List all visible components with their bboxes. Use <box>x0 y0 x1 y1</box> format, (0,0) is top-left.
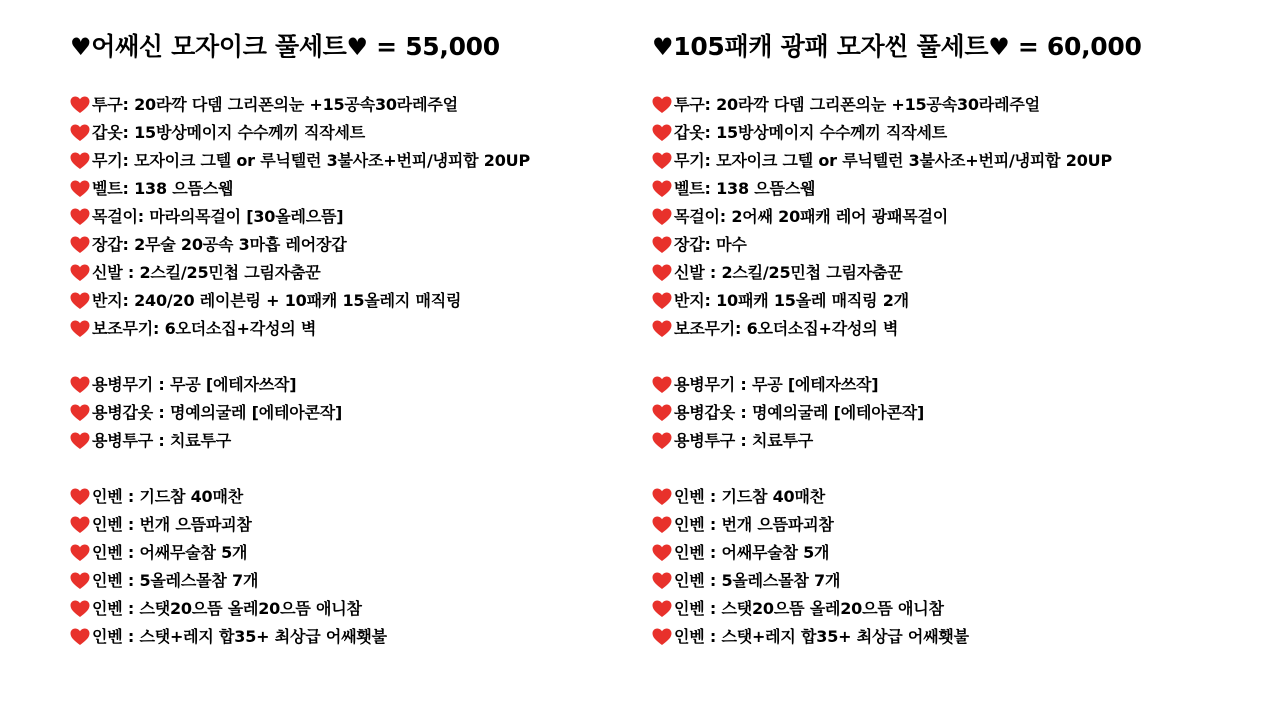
list-item <box>652 483 1142 511</box>
left-set-title <box>70 28 530 66</box>
list-item <box>652 287 1142 315</box>
list-item <box>652 315 1142 343</box>
left-set-name: 어쌔신 모자이크 풀세트 <box>91 32 347 61</box>
list-item-text: 장갑: 2무술 20공속 3마흡 레어장갑 <box>92 235 347 254</box>
list-item <box>70 287 530 315</box>
list-item-text: 용병무기 : 무공 [에테자쓰작] <box>674 375 879 394</box>
list-item-text: 목걸이: 2어쌔 20패캐 레어 광패목걸이 <box>674 207 949 226</box>
red-heart-icon <box>652 208 672 226</box>
list-item <box>70 595 530 623</box>
red-heart-icon <box>652 236 672 254</box>
list-item <box>652 539 1142 567</box>
list-item-text: 벨트: 138 으뜸스웹 <box>674 179 816 198</box>
red-heart-icon <box>652 376 672 394</box>
red-heart-icon <box>70 320 90 338</box>
red-heart-icon <box>652 292 672 310</box>
list-item-text: 인벤 : 스탯20으뜸 올레20으뜸 애니참 <box>92 599 362 618</box>
list-item <box>70 259 530 287</box>
list-item-text: 인벤 : 스탯20으뜸 올레20으뜸 애니참 <box>674 599 944 618</box>
list-item <box>652 147 1142 175</box>
red-heart-icon <box>70 376 90 394</box>
list-item <box>70 203 530 231</box>
spacer <box>652 455 1142 483</box>
list-item <box>70 623 530 651</box>
red-heart-icon <box>70 236 90 254</box>
black-heart-icon: ♥ <box>988 33 1010 61</box>
left-set-listing <box>70 28 530 651</box>
red-heart-icon <box>652 432 672 450</box>
red-heart-icon <box>70 488 90 506</box>
black-heart-icon: ♥ <box>70 33 92 61</box>
list-item <box>70 483 530 511</box>
list-item <box>652 231 1142 259</box>
list-item <box>70 371 530 399</box>
list-item <box>652 595 1142 623</box>
list-item-text: 용병무기 : 무공 [에테자쓰작] <box>92 375 297 394</box>
list-item-text: 인벤 : 번개 으뜸파괴참 <box>92 515 252 534</box>
red-heart-icon <box>70 516 90 534</box>
list-item-text: 용병투구 : 치료투구 <box>674 431 813 450</box>
list-item <box>70 147 530 175</box>
list-item-text: 인벤 : 5올레스몰참 7개 <box>674 571 841 590</box>
list-item-text: 투구: 20라깍 다뎀 그리폰의눈 +15공속30라레주얼 <box>674 95 1040 114</box>
red-heart-icon <box>70 432 90 450</box>
list-item-text: 용병갑옷 : 명예의굴레 [에테아콘작] <box>674 403 925 422</box>
list-item <box>70 119 530 147</box>
list-item <box>652 567 1142 595</box>
list-item-text: 갑옷: 15방상메이지 수수께끼 직작세트 <box>92 123 366 142</box>
black-heart-icon: ♥ <box>652 33 674 61</box>
list-item-text: 무기: 모자이크 그텔 or 루닉텔런 3불사조+번피/냉피합 20UP <box>674 151 1112 170</box>
right-set-name: 105패캐 광패 모자씬 풀세트 <box>673 32 989 61</box>
spacer <box>70 455 530 483</box>
list-item-text: 용병갑옷 : 명예의굴레 [에테아콘작] <box>92 403 343 422</box>
left-equipment-list <box>70 91 530 651</box>
list-item-text: 신발 : 2스킬/25민첩 그림자춤꾼 <box>674 263 903 282</box>
red-heart-icon <box>652 124 672 142</box>
red-heart-icon <box>70 600 90 618</box>
left-set-price: = 55,000 <box>367 32 500 61</box>
list-item <box>652 175 1142 203</box>
red-heart-icon <box>652 488 672 506</box>
spacer <box>70 343 530 371</box>
list-item <box>652 427 1142 455</box>
red-heart-icon <box>652 320 672 338</box>
red-heart-icon <box>70 572 90 590</box>
list-item <box>70 175 530 203</box>
list-item-text: 반지: 240/20 레이븐링 + 10패캐 15올레지 매직링 <box>92 291 462 310</box>
list-item <box>652 511 1142 539</box>
red-heart-icon <box>70 404 90 422</box>
list-item <box>652 259 1142 287</box>
list-item <box>652 623 1142 651</box>
red-heart-icon <box>652 572 672 590</box>
spacer <box>652 343 1142 371</box>
red-heart-icon <box>652 600 672 618</box>
red-heart-icon <box>652 180 672 198</box>
red-heart-icon <box>70 628 90 646</box>
list-item-text: 용병투구 : 치료투구 <box>92 431 231 450</box>
red-heart-icon <box>652 96 672 114</box>
list-item-text: 인벤 : 스탯+레지 합35+ 최상급 어쌔횃불 <box>92 627 387 646</box>
list-item-text: 갑옷: 15방상메이지 수수께끼 직작세트 <box>674 123 948 142</box>
list-item-text: 보조무기: 6오더소집+각성의 벽 <box>674 319 899 338</box>
right-set-price: = 60,000 <box>1009 32 1142 61</box>
list-item-text: 인벤 : 5올레스몰참 7개 <box>92 571 259 590</box>
black-heart-icon: ♥ <box>346 33 368 61</box>
list-item <box>652 119 1142 147</box>
red-heart-icon <box>70 544 90 562</box>
list-item-text: 반지: 10패캐 15올레 매직링 2개 <box>674 291 909 310</box>
red-heart-icon <box>652 544 672 562</box>
list-item <box>652 371 1142 399</box>
list-item <box>70 399 530 427</box>
list-item <box>70 427 530 455</box>
list-item-text: 벨트: 138 으뜸스웹 <box>92 179 234 198</box>
list-item <box>652 399 1142 427</box>
list-item-text: 인벤 : 스탯+레지 합35+ 최상급 어쌔횃불 <box>674 627 969 646</box>
red-heart-icon <box>70 292 90 310</box>
red-heart-icon <box>70 208 90 226</box>
list-item <box>70 315 530 343</box>
red-heart-icon <box>70 124 90 142</box>
list-item-text: 신발 : 2스킬/25민첩 그림자춤꾼 <box>92 263 321 282</box>
red-heart-icon <box>70 152 90 170</box>
list-item <box>70 567 530 595</box>
right-equipment-list <box>652 91 1142 651</box>
list-item <box>70 231 530 259</box>
list-item-text: 장갑: 마수 <box>674 235 747 254</box>
red-heart-icon <box>652 404 672 422</box>
list-item <box>70 91 530 119</box>
list-item-text: 인벤 : 기드참 40매찬 <box>92 487 243 506</box>
list-item <box>652 91 1142 119</box>
list-item-text: 인벤 : 어쌔무술참 5개 <box>674 543 830 562</box>
red-heart-icon <box>652 152 672 170</box>
red-heart-icon <box>70 96 90 114</box>
red-heart-icon <box>70 180 90 198</box>
list-item-text: 보조무기: 6오더소집+각성의 벽 <box>92 319 317 338</box>
list-item-text: 무기: 모자이크 그텔 or 루닉텔런 3불사조+번피/냉피합 20UP <box>92 151 530 170</box>
red-heart-icon <box>652 264 672 282</box>
list-item-text: 인벤 : 번개 으뜸파괴참 <box>674 515 834 534</box>
list-item <box>70 511 530 539</box>
list-item-text: 투구: 20라깍 다뎀 그리폰의눈 +15공속30라레주얼 <box>92 95 458 114</box>
right-set-listing <box>652 28 1142 651</box>
list-item <box>70 539 530 567</box>
list-item <box>652 203 1142 231</box>
list-item-text: 목걸이: 마라의목걸이 [30올레으뜸] <box>92 207 344 226</box>
right-set-title <box>652 28 1142 66</box>
list-item-text: 인벤 : 기드참 40매찬 <box>674 487 825 506</box>
red-heart-icon <box>70 264 90 282</box>
list-item-text: 인벤 : 어쌔무술참 5개 <box>92 543 248 562</box>
red-heart-icon <box>652 516 672 534</box>
red-heart-icon <box>652 628 672 646</box>
